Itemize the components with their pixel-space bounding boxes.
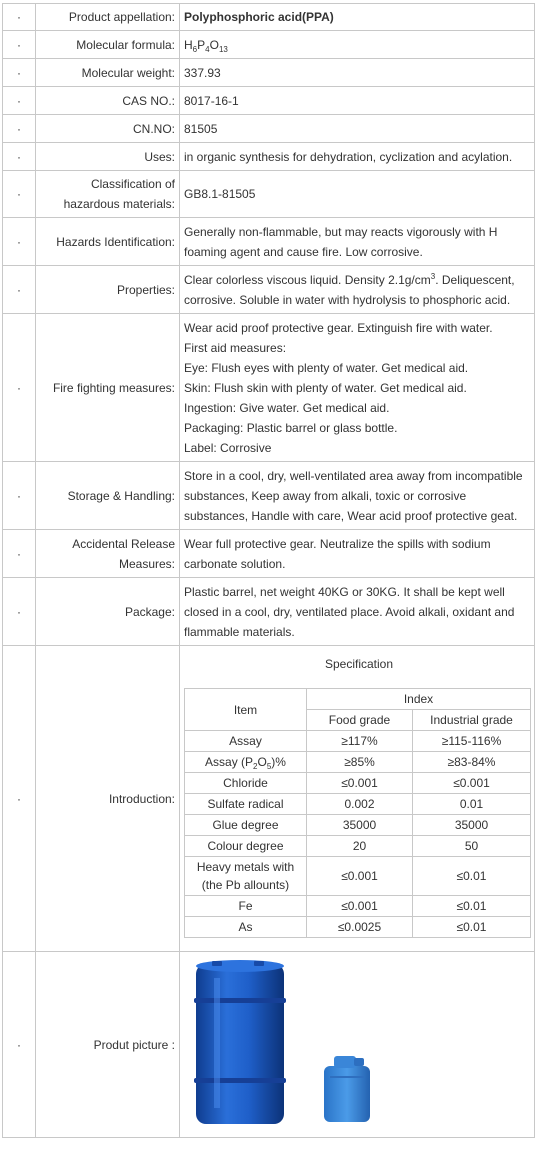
row-label: Uses: (36, 143, 180, 171)
spec-food: 20 (307, 836, 413, 857)
product-info-table (2, 3, 535, 1138)
row-value: GB8.1-81505 (180, 171, 535, 218)
value-line: substances, Keep away from alkali, toxic or corrosive (184, 488, 467, 503)
spec-food: ≤0.001 (307, 773, 413, 794)
row-bullet: · (3, 87, 36, 115)
spec-title: Specification (324, 657, 394, 671)
label-line: Accidental Release (72, 536, 175, 551)
formula-sub: 6 (192, 44, 198, 54)
row-label: Produt picture : (36, 952, 180, 1138)
spec-row (185, 896, 531, 917)
row-bullet: · (3, 314, 36, 462)
row-value: 8017-16-1 (180, 87, 535, 115)
row-label: Introduction: (36, 646, 180, 952)
row-bullet: · (3, 530, 36, 578)
spec-food: 0.002 (307, 794, 413, 815)
spec-row (185, 794, 531, 815)
row-label (36, 171, 180, 218)
formula-part: O (209, 37, 219, 52)
spec-row (185, 815, 531, 836)
density-sup: 3 (430, 271, 436, 281)
spec-item (185, 752, 307, 773)
spec-item: Sulfate radical (185, 794, 307, 815)
row-properties (3, 266, 535, 314)
value-line: Store in a cool, dry, well-ventilated area away from incompatible (184, 468, 523, 483)
spec-industrial: 35000 (413, 815, 531, 836)
row-molecular-weight (3, 59, 535, 87)
spec-item-header: Item (185, 689, 307, 731)
row-bullet: · (3, 266, 36, 314)
formula-sub: 4 (205, 44, 210, 54)
spec-item: Fe (185, 896, 307, 917)
row-label: Properties: (36, 266, 180, 314)
row-value (180, 462, 535, 530)
row-value (180, 314, 535, 462)
spec-item: As (185, 917, 307, 938)
row-bullet: · (3, 143, 36, 171)
value-line: closed in a cool, dry, ventilated place. Avoid alkali, oxidant and (184, 604, 515, 619)
spec-row (185, 752, 531, 773)
spec-food: ≥117% (307, 731, 413, 752)
formula-part: P (197, 37, 206, 52)
spec-industrial: ≥115-116% (413, 731, 531, 752)
spec-row (185, 773, 531, 794)
row-cas-no (3, 87, 535, 115)
spec-food: ≤0.001 (307, 896, 413, 917)
label-line: hazardous materials: (63, 197, 175, 211)
row-label: CAS NO.: (36, 87, 180, 115)
row-introduction (3, 646, 535, 952)
spec-industrial: ≤0.01 (413, 917, 531, 938)
row-bullet: · (3, 59, 36, 87)
value-line: foaming agent and cause fire. Low corrosive. (184, 244, 423, 259)
formula-part: H (184, 37, 193, 52)
row-value: 337.93 (180, 59, 535, 87)
spec-table (184, 688, 531, 938)
spec-header-row (185, 689, 531, 710)
blue-drum-image (192, 958, 288, 1128)
value-line (184, 270, 530, 290)
row-product-appellation (3, 4, 535, 31)
label-line: Measures: (118, 556, 175, 571)
spec-index-header: Index (307, 689, 531, 710)
row-label: CN.NO: (36, 115, 180, 143)
row-molecular-formula (3, 31, 535, 59)
value-line: Packaging: Plastic barrel or glass bottle. (184, 420, 398, 435)
formula-value (180, 31, 535, 59)
spec-row (185, 731, 531, 752)
row-value (180, 218, 535, 266)
row-value (180, 578, 535, 646)
spec-industrial: ≤0.01 (413, 896, 531, 917)
spec-industrial: 50 (413, 836, 531, 857)
value-line: Wear acid proof protective gear. Extinguish fire with water. (184, 320, 493, 335)
spec-item-sub: 2 (253, 762, 258, 771)
row-package (3, 578, 535, 646)
row-label: Hazards Identification: (36, 218, 180, 266)
spec-item: Assay (185, 731, 307, 752)
row-bullet: · (3, 646, 36, 952)
spec-item: Chloride (185, 773, 307, 794)
row-bullet: · (3, 4, 36, 31)
row-label: Product appellation: (36, 4, 180, 31)
row-bullet: · (3, 115, 36, 143)
label-line: Classification of (90, 177, 175, 191)
row-hazards (3, 218, 535, 266)
spec-cell (180, 646, 535, 952)
row-storage (3, 462, 535, 530)
value-line: flammable materials. (184, 624, 295, 639)
spec-item (185, 857, 307, 896)
spec-industrial: ≥83-84% (413, 752, 531, 773)
spec-item-line: Heavy metals with (196, 860, 295, 874)
row-value (180, 530, 535, 578)
spec-row (185, 857, 531, 896)
picture-cell (180, 952, 535, 1138)
row-value (180, 266, 535, 314)
spec-industrial: ≤0.01 (413, 857, 531, 896)
value-line: corrosive. Soluble in water with hydrolysis to phosphoric acid. (184, 292, 511, 307)
spec-food: 35000 (307, 815, 413, 836)
value-line: Ingestion: Give water. Get medical aid. (184, 400, 390, 415)
value-line: First aid measures: (184, 340, 287, 355)
value-line: Wear full protective gear. Neutralize the spills with sodium (184, 536, 491, 551)
row-bullet: · (3, 578, 36, 646)
value-line: carbonate solution. (184, 556, 286, 571)
row-value: in organic synthesis for dehydration, cyclization and acylation. (180, 143, 535, 171)
formula-sub: 13 (218, 44, 228, 54)
product-picture (184, 956, 530, 1134)
value-line: Label: Corrosive (184, 440, 272, 455)
spec-item-part: )% (271, 755, 286, 769)
spec-industrial: ≤0.001 (413, 773, 531, 794)
row-value: Polyphosphoric acid(PPA) (180, 4, 535, 31)
spec-item-part: Assay (P (205, 755, 254, 769)
blue-jerrycan-image (320, 1054, 374, 1124)
row-label: Fire fighting measures: (36, 314, 180, 462)
row-bullet: · (3, 462, 36, 530)
row-uses (3, 143, 535, 171)
row-accidental-release (3, 530, 535, 578)
row-label: Molecular weight: (36, 59, 180, 87)
row-label: Molecular formula: (36, 31, 180, 59)
spec-item-sub: 5 (266, 762, 272, 771)
spec-item-part: O (257, 755, 267, 769)
spec-industrial: 0.01 (413, 794, 531, 815)
value-line: substances, Handle with care, Wear acid proof protective geat. (184, 508, 518, 523)
spec-item: Glue degree (185, 815, 307, 836)
spec-food: ≤0.001 (307, 857, 413, 896)
value-line: Eye: Flush eyes with plenty of water. Get medical aid. (184, 360, 469, 375)
spec-row (185, 917, 531, 938)
row-classification (3, 171, 535, 218)
spec-row (185, 836, 531, 857)
row-bullet: · (3, 218, 36, 266)
row-label (36, 530, 180, 578)
spec-col-industrial: Industrial grade (413, 710, 531, 731)
row-product-picture (3, 952, 535, 1138)
value-line: Skin: Flush skin with plenty of water. Get medical aid. (184, 380, 467, 395)
row-bullet: · (3, 952, 36, 1138)
spec-item: Colour degree (185, 836, 307, 857)
density-text: Clear colorless viscous liquid. Density 2.1g/cm (184, 272, 431, 287)
spec-col-food: Food grade (307, 710, 413, 731)
row-value: 81505 (180, 115, 535, 143)
row-cn-no (3, 115, 535, 143)
row-bullet: · (3, 171, 36, 218)
row-bullet: · (3, 31, 36, 59)
spec-item-line: (the Pb allounts) (201, 878, 290, 892)
spec-food: ≥85% (307, 752, 413, 773)
row-fire-fighting (3, 314, 535, 462)
row-label: Package: (36, 578, 180, 646)
density-text: . Deliquescent, (435, 272, 515, 287)
row-label: Storage & Handling: (36, 462, 180, 530)
value-line: Plastic barrel, net weight 40KG or 30KG. It shall be kept well (184, 584, 505, 599)
spec-food: ≤0.0025 (307, 917, 413, 938)
value-line: Generally non-flammable, but may reacts vigorously with H (184, 224, 498, 239)
